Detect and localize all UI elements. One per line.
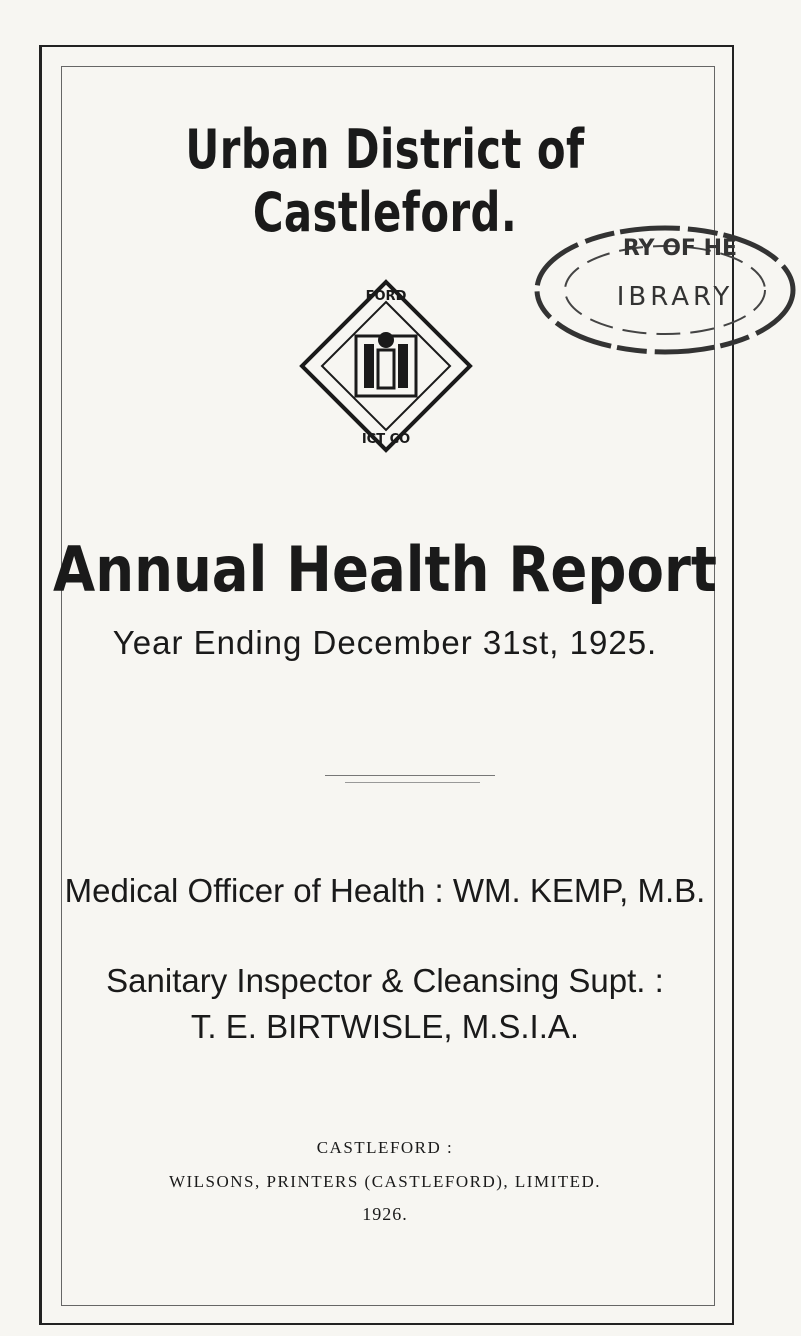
svg-text:IBRARY: IBRARY — [616, 282, 734, 312]
sanitary-inspector-name: T. E. BIRTWISLE, M.S.I.A. — [190, 1008, 580, 1045]
svg-text:RY OF HE: RY OF HE — [622, 236, 738, 261]
sanitary-inspector-role: Sanitary Inspector & Cleansing Supt. : — [106, 962, 664, 999]
report-title: Annual Health Report — [53, 533, 717, 606]
svg-text:FORD: FORD — [365, 289, 407, 304]
report-subtitle: Year Ending December 31st, 1925. — [112, 624, 658, 661]
imprint-printer: WILSONS, PRINTERS (CASTLEFORD), LIMITED. — [168, 1172, 602, 1191]
divider-line-lower — [345, 782, 480, 783]
medical-officer-credit: Medical Officer of Health : WM. KEMP, M.B. — [64, 872, 706, 909]
castleford-seal-icon — [298, 278, 474, 454]
svg-text:ICT CO: ICT CO — [361, 432, 411, 447]
imprint-place: CASTLEFORD : — [316, 1138, 454, 1157]
divider-line — [325, 775, 495, 776]
district-title: Urban District of Castleford. — [185, 118, 585, 244]
library-stamp-icon — [505, 210, 801, 380]
imprint-year: 1926. — [362, 1204, 408, 1224]
